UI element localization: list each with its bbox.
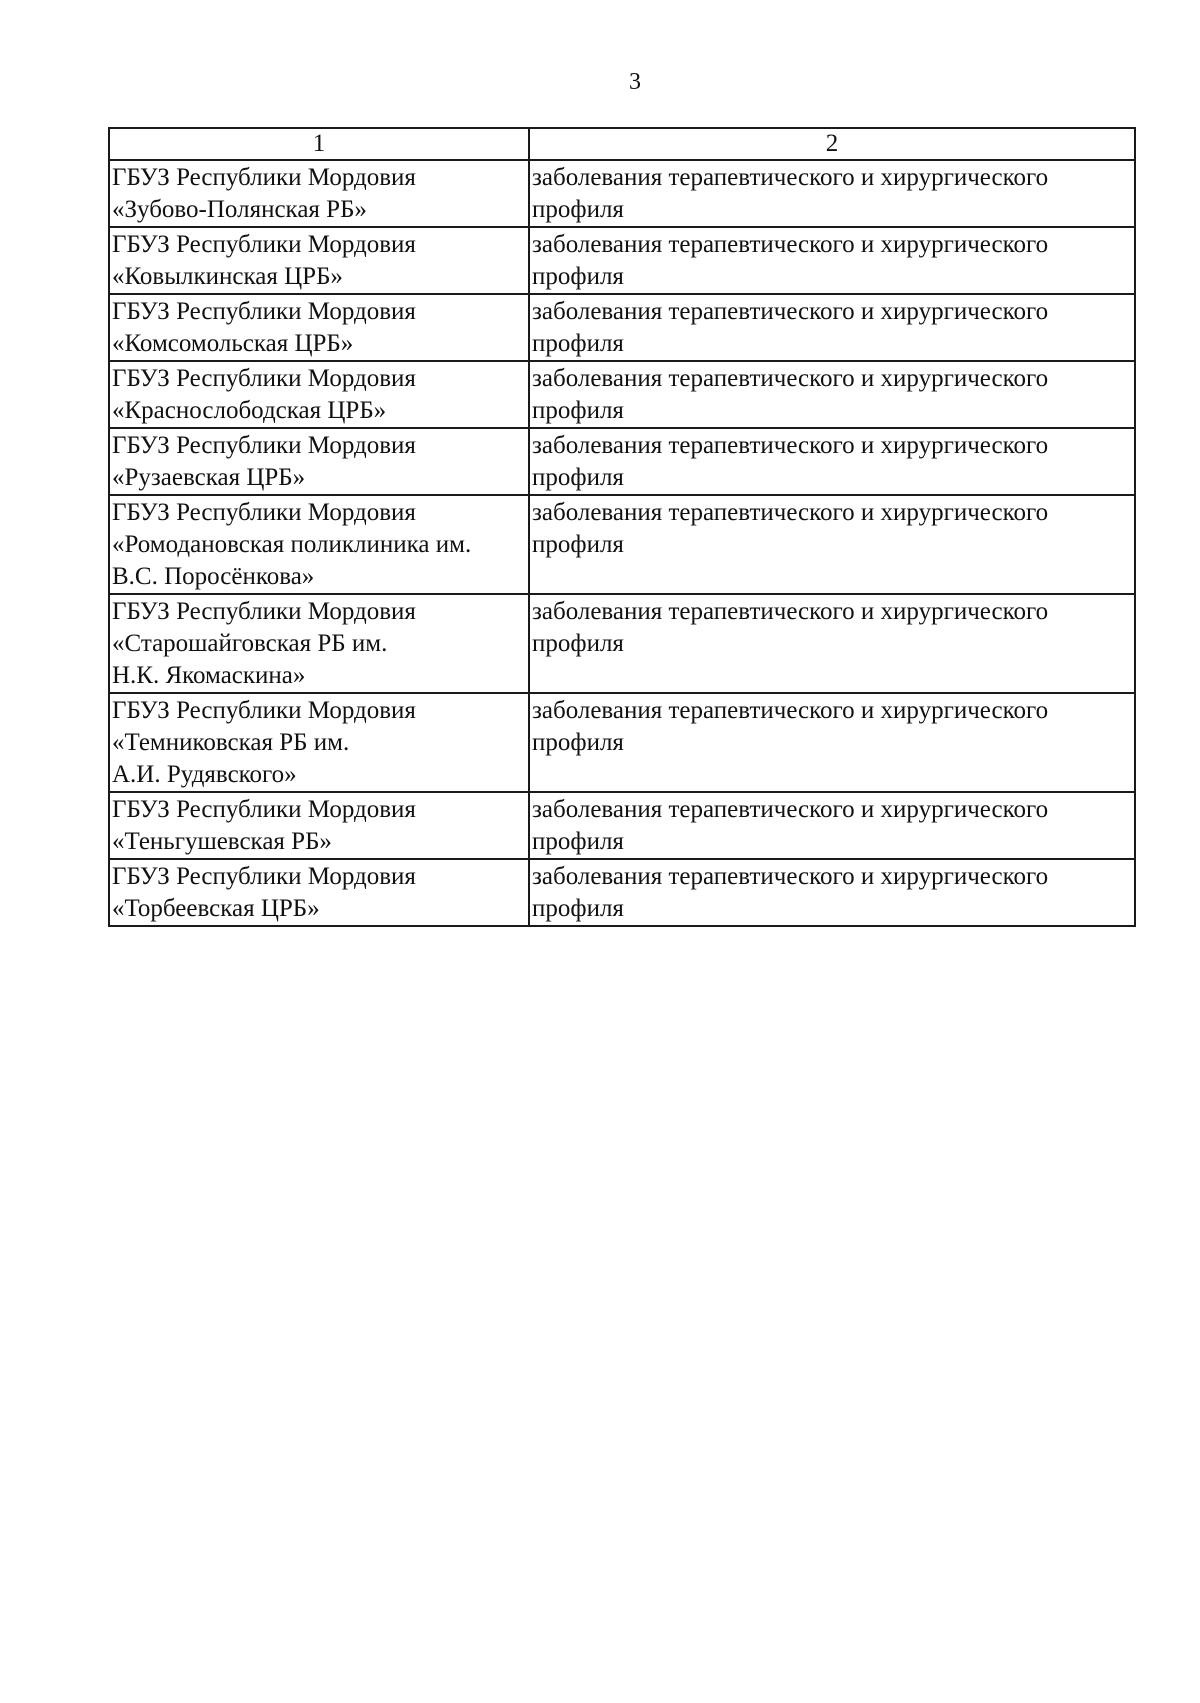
- profile-cell: [529, 792, 1135, 859]
- institution-name-line: «Комсомольская ЦРБ»: [112, 330, 354, 357]
- profile-text-line: заболевания терапевтического и хирургического: [532, 499, 1049, 526]
- institution-name-line: «Ковылкинская ЦРБ»: [112, 263, 343, 290]
- profile-text-line: профиля: [532, 895, 624, 922]
- table-row: [109, 495, 1135, 594]
- profile-text-line: профиля: [532, 630, 624, 657]
- table-row: [109, 594, 1135, 693]
- institution-name-line: В.С. Поросёнкова»: [112, 563, 315, 590]
- institution-name-line: ГБУЗ Республики Мордовия: [112, 863, 416, 890]
- profile-text-line: заболевания терапевтического и хирургического: [532, 432, 1049, 459]
- profile-text-line: профиля: [532, 263, 624, 290]
- institution-cell: [109, 859, 529, 926]
- profile-text-line: профиля: [532, 828, 624, 855]
- institution-cell: [109, 693, 529, 792]
- institution-name-line: ГБУЗ Республики Мордовия: [112, 432, 416, 459]
- profile-cell: [529, 859, 1135, 926]
- institution-name-line: А.И. Рудявского»: [112, 761, 297, 788]
- profile-text-line: профиля: [532, 397, 624, 424]
- profile-cell: [529, 160, 1135, 227]
- institution-name-line: «Старошайговская РБ им.: [112, 630, 388, 657]
- profile-cell: [529, 294, 1135, 361]
- profile-text-line: заболевания терапевтического и хирургического: [532, 365, 1049, 392]
- document-table: [108, 127, 1136, 927]
- institution-name-line: «Темниковская РБ им.: [112, 729, 350, 756]
- institution-cell: [109, 792, 529, 859]
- table-row: [109, 294, 1135, 361]
- institution-name-line: ГБУЗ Республики Мордовия: [112, 796, 416, 823]
- table-header: [109, 128, 1135, 160]
- profile-text-line: заболевания терапевтического и хирургического: [532, 796, 1049, 823]
- profile-text-line: заболевания терапевтического и хирургического: [532, 697, 1049, 724]
- institution-cell: [109, 594, 529, 693]
- institution-name-line: «Зубово-Полянская РБ»: [112, 196, 367, 223]
- profile-text-line: заболевания терапевтического и хирургического: [532, 164, 1049, 191]
- institution-cell: [109, 428, 529, 495]
- table-row: [109, 859, 1135, 926]
- table-row: [109, 792, 1135, 859]
- profile-text-line: профиля: [532, 729, 624, 756]
- institution-cell: [109, 294, 529, 361]
- institution-name-line: ГБУЗ Республики Мордовия: [112, 164, 416, 191]
- institution-name-line: ГБУЗ Республики Мордовия: [112, 598, 416, 625]
- institution-cell: [109, 160, 529, 227]
- table-header-row: [109, 128, 1135, 160]
- profile-text-line: заболевания терапевтического и хирургического: [532, 598, 1049, 625]
- profile-cell: [529, 594, 1135, 693]
- institution-cell: [109, 227, 529, 294]
- profile-text-line: заболевания терапевтического и хирургического: [532, 231, 1049, 258]
- profile-cell: [529, 361, 1135, 428]
- profile-text-line: профиля: [532, 464, 624, 491]
- column-header-2: 2: [529, 128, 1135, 160]
- institution-name-line: ГБУЗ Республики Мордовия: [112, 697, 416, 724]
- institution-name-line: ГБУЗ Республики Мордовия: [112, 231, 416, 258]
- profile-cell: [529, 428, 1135, 495]
- table-row: [109, 227, 1135, 294]
- table-row: [109, 428, 1135, 495]
- institution-name-line: ГБУЗ Республики Мордовия: [112, 298, 416, 325]
- table-row: [109, 361, 1135, 428]
- institution-name-line: «Торбеевская ЦРБ»: [112, 895, 320, 922]
- table-row: [109, 160, 1135, 227]
- institution-name-line: «Краснослободская ЦРБ»: [112, 397, 387, 424]
- institution-name-line: «Рузаевская ЦРБ»: [112, 464, 306, 491]
- profile-cell: [529, 693, 1135, 792]
- profile-cell: [529, 495, 1135, 594]
- institution-name-line: «Ромодановская поликлиника им.: [112, 531, 472, 558]
- institution-cell: [109, 361, 529, 428]
- column-header-1: 1: [109, 128, 529, 160]
- profile-cell: [529, 227, 1135, 294]
- table-body: [109, 160, 1135, 926]
- profile-text-line: профиля: [532, 330, 624, 357]
- profile-text-line: профиля: [532, 531, 624, 558]
- institution-name-line: ГБУЗ Республики Мордовия: [112, 365, 416, 392]
- profile-text-line: профиля: [532, 196, 624, 223]
- institution-name-line: «Теньгушевская РБ»: [112, 828, 332, 855]
- table-row: [109, 693, 1135, 792]
- institution-name-line: ГБУЗ Республики Мордовия: [112, 499, 416, 526]
- page-number: 3: [629, 69, 641, 95]
- institution-cell: [109, 495, 529, 594]
- profile-text-line: заболевания терапевтического и хирургического: [532, 298, 1049, 325]
- profile-text-line: заболевания терапевтического и хирургического: [532, 863, 1049, 890]
- institution-name-line: Н.К. Якомаскина»: [112, 662, 306, 689]
